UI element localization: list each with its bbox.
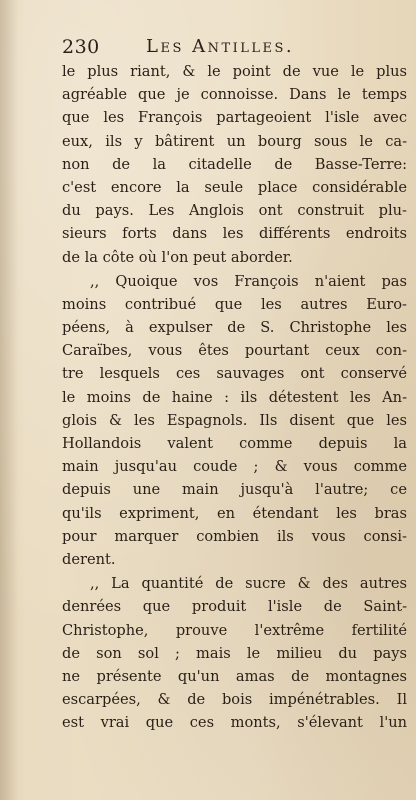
text-line: Hollandois valent comme depuis la: [62, 435, 407, 452]
text-line: qu'ils expriment, en étendant les bras: [62, 504, 407, 522]
text-line: depuis une main jusqu'à l'autre; ce: [62, 481, 407, 499]
text-line: denrées que produit l'isle de Saint-: [62, 598, 407, 616]
text-line: le moins de haine : ils détestent les An-: [62, 388, 407, 406]
text-line: non de la citadelle de Basse-Terre:: [62, 155, 407, 173]
page-number: 230: [62, 36, 100, 58]
text-line: de son sol ; mais le milieu du pays: [62, 644, 407, 662]
text-line: que les François partageoient l'isle avec: [62, 109, 407, 127]
text-line: sieurs forts dans les différents endroits: [62, 225, 407, 243]
page-gutter-shadow: [0, 0, 18, 800]
text-line: derent.: [62, 550, 116, 568]
text-line: péens, à expulser de S. Christophe les: [62, 319, 407, 337]
text-line: tre lesquels ces sauvages ont conservé: [62, 365, 407, 383]
text-line: ,, Quoique vos François n'aient pas: [90, 272, 407, 290]
text-line: main jusqu'au coude ; & vous comme: [62, 458, 407, 476]
text-line: glois & les Espagnols. Ils disent que les: [62, 411, 407, 429]
text-line: ,, La quantité de sucre & des autres: [90, 575, 407, 593]
running-head: Les Antilles.: [146, 36, 295, 57]
text-line: Christophe, prouve l'extrême fertilité: [62, 621, 407, 639]
paragraph: [62, 60, 407, 269]
body-text: [62, 60, 407, 734]
text-line: c'est encore la seule place considérable: [62, 178, 407, 196]
text-line: agréable que je connoisse. Dans le temps: [62, 86, 407, 104]
text-line: le plus riant, & le point de vue le plus: [62, 63, 407, 80]
text-line: est vrai que ces monts, s'élevant l'un: [62, 714, 407, 732]
text-line: ne présente qu'un amas de montagnes: [62, 667, 407, 685]
paragraph: [62, 572, 407, 734]
text-line: du pays. Les Anglois ont construit plu-: [62, 202, 407, 220]
paragraph: [62, 270, 407, 571]
text-line: eux, ils y bâtirent un bourg sous le ca-: [62, 132, 407, 150]
text-line: pour marquer combien ils vous consi-: [62, 527, 407, 545]
text-line: escarpées, & de bois impénétrables. Il: [62, 691, 407, 709]
text-line: de la côte où l'on peut aborder.: [62, 248, 293, 266]
text-line: Caraïbes, vous êtes pourtant ceux con-: [62, 342, 407, 360]
text-line: moins contribué que les autres Euro-: [62, 295, 407, 313]
